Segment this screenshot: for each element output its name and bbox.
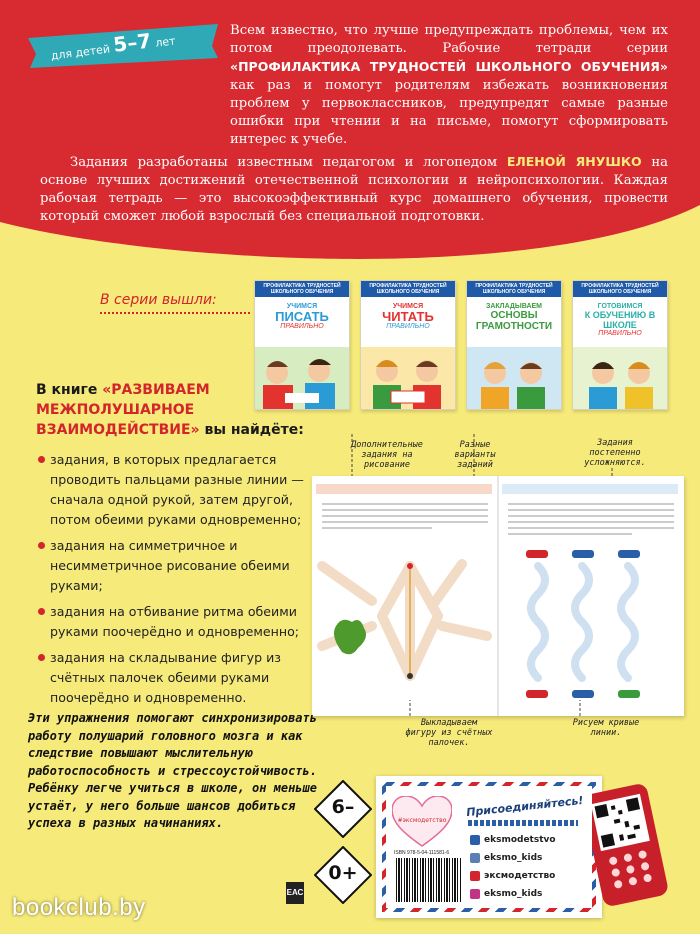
eac-mark: ЕАС — [286, 882, 304, 904]
book-cover-school-prep: ПРОФИЛАКТИКА ТРУДНОСТЕЙ ШКОЛЬНОГО ОБУЧЕНИЯ ГОТОВИМСЯ К ОБУЧЕНИЮ В ШКОЛЕ ПРАВИЛЬНО — [572, 280, 668, 410]
heart-icon — [392, 796, 452, 848]
list-item: задания на симметричное и несимметричное рисование обеими руками; — [38, 536, 308, 596]
annotation-curved-lines: Рисуем кривые линии. — [572, 718, 640, 738]
annotation-stick-shape: Выкладываем фигуру из счётных палочек. — [405, 718, 493, 748]
age-badge-6: 6– — [314, 780, 372, 838]
list-item: задания на отбивание ритма обеими руками поочерёдно и одновременно; — [38, 602, 308, 642]
phone-qr-icon — [582, 782, 668, 906]
social-link-ok[interactable]: эксмодетство — [470, 870, 555, 882]
book-cover-reading: ПРОФИЛАКТИКА ТРУДНОСТЕЙ ШКОЛЬНОГО ОБУЧЕНИЯ УЧИМСЯ ЧИТАТЬ ПРАВИЛЬНО — [360, 280, 456, 410]
annotation-increasing-difficulty: Задания постепенно усложняются. — [584, 438, 646, 468]
social-link-instagram[interactable]: eksmo_kids — [470, 888, 542, 900]
list-item: задания на складывание фигур из счётных палочек обеими руками поочерёдно и одновременно. — [38, 648, 308, 708]
svg-text:#эксмодетство: #эксмодетство — [397, 817, 447, 824]
book-cover-writing: ПРОФИЛАКТИКА ТРУДНОСТЕЙ ШКОЛЬНОГО ОБУЧЕНИЯ УЧИМСЯ ПИСАТЬ ПРАВИЛЬНО — [254, 280, 350, 410]
intro-text: Всем известно, что лучше предупреждать проблемы, чем их потом преодолевать. Рабочие тетради серии «ПРОФИЛАКТИКА ТРУДНОСТЕЙ ШКОЛЬНОГО ОБУЧЕНИЯ» как раз и помогут родителям избежать возникновения проблем у первоклассников, предупредят самые разные ошибки при чтении и на письме, помогут сформировать интерес к учебе. Задания разработаны известным педагогом и логопедом ЕЛЕНОЙ ЯНУШКО на основе лучших достижений отечественной психологии и нейропсихологии. Каждая рабочая тетрадь — это высокоэффективный курс домашнего обучения, провести который сможет любой взрослый без специальной подготовки. — [40, 23, 668, 224]
annotation-task-variants: Разные варианты заданий — [454, 440, 496, 470]
join-heading: Присоединяйтесь! — [465, 793, 584, 820]
benefits-text: Эти упражнения помогают синхронизировать работу полушарий головного мозга и как следствие повышают мыслительную работоспособность и стрессоустойчивость. Ребёнку легче учиться в школе, он меньше устаёт, у него больше шансов добиться успеха в разных начинаниях. — [28, 711, 317, 830]
book-cover-literacy: ПРОФИЛАКТИКА ТРУДНОСТЕЙ ШКОЛЬНОГО ОБУЧЕНИЯ ЗАКЛАДЫВАЕМ ОСНОВЫ ГРАМОТНОСТИ — [466, 280, 562, 410]
age-badge-0plus: 0+ — [314, 846, 372, 904]
book-features-heading: В книге «РАЗВИВАЕМ МЕЖПОЛУШАРНОЕ ВЗАИМОДЕЙСТВИЕ» вы найдёте: — [36, 382, 304, 438]
list-item: задания, в которых предлагается проводить пальцами разные линии — сначала одной рукой, затем другой, потом обеими руками одновременно; — [38, 450, 308, 530]
social-card — [376, 776, 602, 918]
social-link-facebook[interactable]: eksmo_kids — [470, 852, 542, 864]
site-watermark: bookclub.by — [12, 894, 146, 921]
series-label: В серии вышли: — [100, 292, 217, 308]
age-label: для детей5–7 лет — [50, 28, 177, 63]
annotation-drawing-tasks: Дополнительные задания на рисование — [351, 440, 423, 470]
social-link-vk[interactable]: eksmodetstvo — [470, 834, 556, 846]
isbn: ISBN 978-5-04-111581-6 — [394, 850, 450, 856]
barcode — [396, 858, 462, 902]
